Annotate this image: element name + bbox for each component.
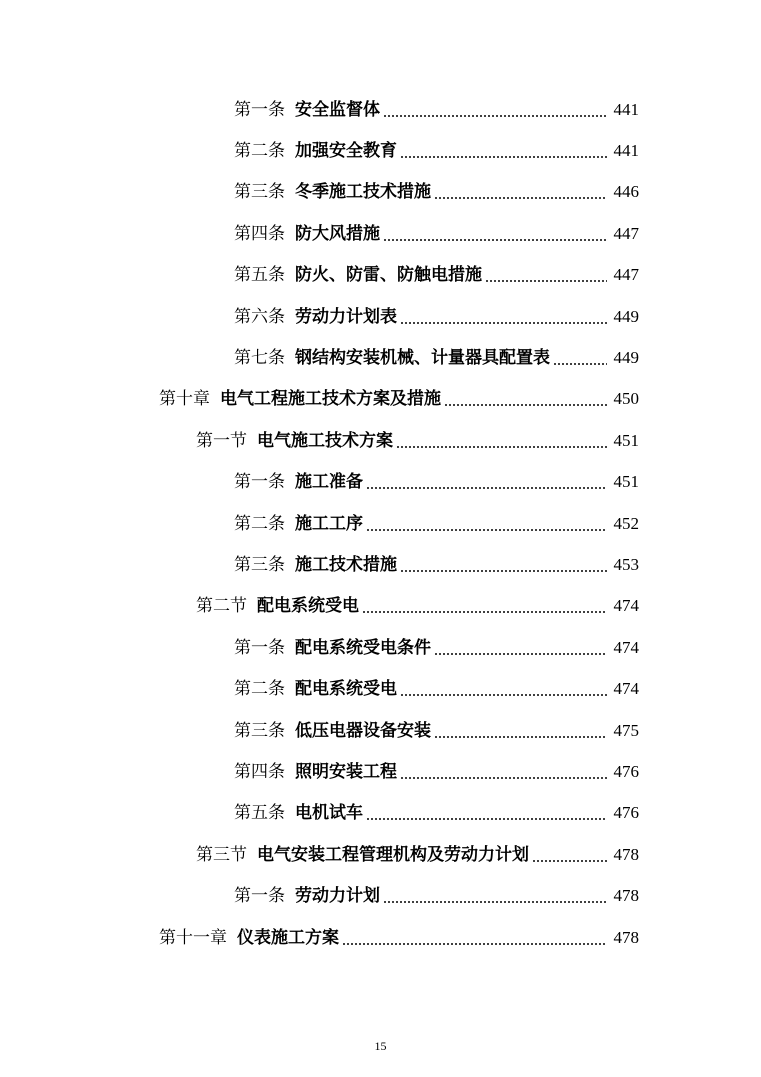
dot-leader xyxy=(366,487,607,489)
toc-entry[interactable] xyxy=(0,296,761,337)
toc-entry-number: 第二条 xyxy=(234,679,285,700)
toc-entry-page: 449 xyxy=(613,306,639,326)
dot-leader xyxy=(485,280,607,282)
toc-entry[interactable] xyxy=(0,255,761,296)
toc-entry-title: 施工技术措施 xyxy=(295,554,397,575)
toc-entry-page: 478 xyxy=(613,844,639,864)
dot-leader xyxy=(434,736,607,738)
toc-entry-page: 451 xyxy=(613,430,639,450)
toc-entry-section[interactable] xyxy=(0,586,761,627)
toc-entry-number: 第三条 xyxy=(234,720,285,741)
dot-leader xyxy=(400,694,607,696)
toc-entry-number: 第四条 xyxy=(234,223,285,244)
toc-entry-number: 第三条 xyxy=(234,182,285,203)
dot-leader xyxy=(383,239,607,241)
toc-entry-title: 施工准备 xyxy=(295,472,363,493)
toc-entry-chapter[interactable] xyxy=(0,917,761,958)
toc-entry-page: 474 xyxy=(613,596,639,616)
dot-leader xyxy=(400,322,607,324)
toc-entry[interactable] xyxy=(0,627,761,668)
dot-leader xyxy=(362,611,607,613)
toc-entry-title: 钢结构安装机械、计量器具配置表 xyxy=(295,348,550,369)
toc-entry-number: 第四条 xyxy=(234,761,285,782)
dot-leader xyxy=(342,943,607,945)
toc-entry-title: 电气安装工程管理机构及劳动力计划 xyxy=(257,844,529,865)
toc-entry[interactable] xyxy=(0,875,761,916)
toc-entry[interactable] xyxy=(0,503,761,544)
toc-entry-number: 第二节 xyxy=(196,596,247,617)
toc-entry-number: 第一条 xyxy=(234,886,285,907)
toc-entry-number: 第七条 xyxy=(234,348,285,369)
toc-entry[interactable] xyxy=(0,89,761,130)
toc-entry-title: 防火、防雷、防触电措施 xyxy=(295,265,482,286)
toc-entry-page: 450 xyxy=(613,389,639,409)
toc-entry-page: 474 xyxy=(613,637,639,657)
toc-entry-page: 441 xyxy=(613,99,639,119)
toc-entry[interactable] xyxy=(0,544,761,585)
toc-entry-page: 475 xyxy=(613,720,639,740)
toc-entry[interactable] xyxy=(0,751,761,792)
toc-entry-number: 第五条 xyxy=(234,803,285,824)
dot-leader xyxy=(400,156,607,158)
dot-leader xyxy=(434,653,607,655)
dot-leader xyxy=(400,777,607,779)
dot-leader xyxy=(434,197,607,199)
toc-entry-number: 第十章 xyxy=(159,389,210,410)
toc-entry-number: 第五条 xyxy=(234,265,285,286)
toc-entry-page: 476 xyxy=(613,803,639,823)
dot-leader xyxy=(400,570,607,572)
toc-entry-page: 447 xyxy=(613,223,639,243)
toc-entry-page: 476 xyxy=(613,761,639,781)
toc-entry-number: 第三条 xyxy=(234,554,285,575)
toc-entry-title: 配电系统受电条件 xyxy=(295,637,431,658)
toc-entry[interactable] xyxy=(0,710,761,751)
toc-entry[interactable] xyxy=(0,172,761,213)
toc-entry-page: 452 xyxy=(613,513,639,533)
toc-entry-page: 451 xyxy=(613,472,639,492)
toc-entry-number: 第二条 xyxy=(234,513,285,534)
toc-entry-page: 478 xyxy=(613,927,639,947)
toc-entry-number: 第一节 xyxy=(196,430,247,451)
toc-entry-number: 第一条 xyxy=(234,99,285,120)
toc-entry[interactable] xyxy=(0,337,761,378)
toc-entry[interactable] xyxy=(0,462,761,503)
toc-entry-number: 第十一章 xyxy=(159,927,227,948)
dot-leader xyxy=(383,115,607,117)
dot-leader xyxy=(396,446,607,448)
toc-entry[interactable] xyxy=(0,213,761,254)
toc-entry-number: 第二条 xyxy=(234,141,285,162)
toc-entry-title: 仪表施工方案 xyxy=(237,927,339,948)
toc-entry-page: 474 xyxy=(613,679,639,699)
toc-entry-title: 劳动力计划表 xyxy=(295,306,397,327)
toc-entry-title: 施工工序 xyxy=(295,513,363,534)
toc-entry-title: 电气施工技术方案 xyxy=(257,430,393,451)
toc-entry-title: 电机试车 xyxy=(295,803,363,824)
toc-entry-page: 446 xyxy=(613,182,639,202)
toc-entry[interactable] xyxy=(0,793,761,834)
dot-leader xyxy=(444,404,607,406)
toc-entry-title: 劳动力计划 xyxy=(295,886,380,907)
toc-entry-section[interactable] xyxy=(0,420,761,461)
toc-entry-title: 照明安装工程 xyxy=(295,761,397,782)
table-of-contents xyxy=(0,89,761,958)
dot-leader xyxy=(553,363,607,365)
toc-entry-title: 冬季施工技术措施 xyxy=(295,182,431,203)
dot-leader xyxy=(366,529,607,531)
toc-entry-page: 453 xyxy=(613,554,639,574)
toc-entry-title: 防大风措施 xyxy=(295,223,380,244)
toc-entry-title: 电气工程施工技术方案及措施 xyxy=(220,389,441,410)
toc-entry[interactable] xyxy=(0,668,761,709)
toc-entry-number: 第六条 xyxy=(234,306,285,327)
toc-entry-page: 441 xyxy=(613,141,639,161)
page-number: 15 xyxy=(374,1039,387,1053)
toc-entry-number: 第一条 xyxy=(234,637,285,658)
toc-entry-number: 第三节 xyxy=(196,844,247,865)
toc-entry-number: 第一条 xyxy=(234,472,285,493)
toc-entry-section[interactable] xyxy=(0,834,761,875)
toc-entry-title: 低压电器设备安装 xyxy=(295,720,431,741)
toc-entry-chapter[interactable] xyxy=(0,379,761,420)
toc-entry[interactable] xyxy=(0,130,761,171)
toc-entry-title: 安全监督体 xyxy=(295,99,380,120)
toc-entry-page: 447 xyxy=(613,265,639,285)
toc-entry-title: 加强安全教育 xyxy=(295,141,397,162)
toc-entry-title: 配电系统受电 xyxy=(295,679,397,700)
toc-entry-page: 449 xyxy=(613,348,639,368)
toc-entry-title: 配电系统受电 xyxy=(257,596,359,617)
dot-leader xyxy=(366,818,607,820)
toc-entry-page: 478 xyxy=(613,886,639,906)
dot-leader xyxy=(532,860,607,862)
dot-leader xyxy=(383,901,607,903)
